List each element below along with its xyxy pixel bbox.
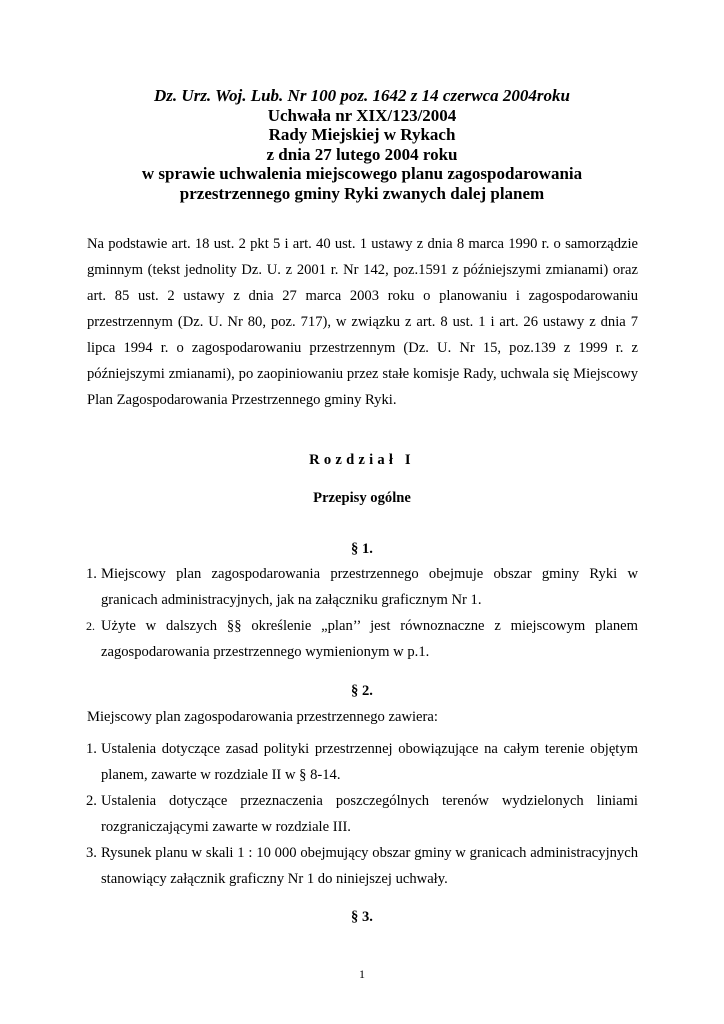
section-2-heading: § 2.: [351, 683, 373, 699]
section-1-heading: § 1.: [351, 541, 373, 557]
list-item: 1. Miejscowy plan zagospodarowania przestrzennego obejmuje obszar gminy Ryki w granicach administracyjnych, jak na załączniku graficznym Nr 1.: [86, 566, 638, 608]
resolution-subject-line2: przestrzennego gminy Ryki zwanych dalej planem: [179, 183, 545, 203]
list-item: 2. Ustalenia dotyczące przeznaczenia poszczególnych terenów wydzielonych liniami rozgraniczającymi zawarte w rozdziale III.: [86, 793, 638, 835]
publication-reference: Dz. Urz. Woj. Lub. Nr 100 poz. 1642 z 14 czerwca 2004roku: [154, 86, 570, 105]
resolution-subject-line1: w sprawie uchwalenia miejscowego planu zagospodarowania: [141, 164, 583, 183]
list-item: 1. Ustalenia dotyczące zasad polityki przestrzennej obowiązujące na całym terenie objętym planem, zawarte w rozdziale II w § 8-14.: [86, 741, 638, 783]
resolution-number: Uchwała nr XIX/123/2004: [267, 105, 457, 125]
resolution-date: z dnia 27 lutego 2004 roku: [266, 144, 458, 164]
section-1-list: [87, 561, 638, 665]
section-3-heading: § 3.: [351, 909, 373, 925]
chapter-title: Rozdział I: [309, 452, 415, 468]
intro-paragraph: Na podstawie art. 18 ust. 2 pkt 5 i art. 40 ust. 1 ustawy z dnia 8 marca 1990 r. o samorządzie gminnym (tekst jednolity Dz. U. z 2001 r. Nr 142, poz.1591 z późniejszymi zmianami) oraz art. 85 ust. 2 ustawy z dnia 27 marca 2003 roku o planowaniu i zagospodarowaniu przestrzennym (Dz. U. Nr 80, poz. 717), w związku z art. 8 ust. 1 i art. 26 ustawy z dnia 7 lipca 1994 r. o zagospodarowaniu przestrzennym (Dz. U. Nr 15, poz.139 z 1999 r. z późniejszymi zmianami), po zaopiniowaniu przez stałe komisje Rady, uchwala się Miejscowy Plan Zagospodarowania Przestrzennego gminy Ryki.: [87, 236, 638, 408]
section-2-lead: Miejscowy plan zagospodarowania przestrzennego zawiera:: [87, 709, 438, 725]
council-name: Rady Miejskiej w Rykach: [268, 125, 456, 144]
list-item: 3. Rysunek planu w skali 1 : 10 000 obejmujący obszar gminy w granicach administracyjnych stanowiący załącznik graficzny Nr 1 do niniejszej uchwały.: [86, 845, 638, 887]
section-2-list: [87, 736, 638, 892]
list-item: 2. Użyte w dalszych §§ określenie „plan’’ jest równoznaczne z miejscowym planem zagospodarowania przestrzennego wymienionym w p.1.: [86, 618, 638, 660]
document-header: [86, 86, 638, 203]
page-number: 1: [359, 967, 365, 981]
chapter-subtitle: Przepisy ogólne: [313, 490, 411, 506]
